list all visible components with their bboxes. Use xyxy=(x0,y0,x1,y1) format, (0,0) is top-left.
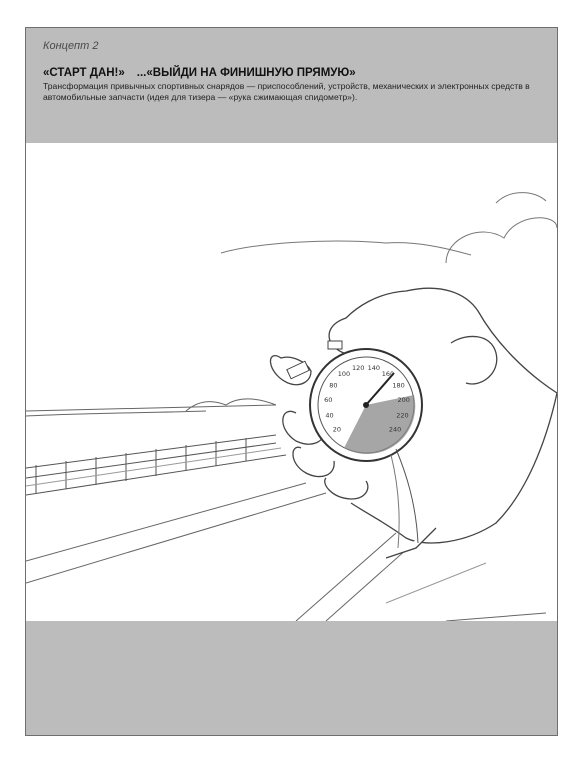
dial-number: 40 xyxy=(325,411,334,420)
footer-band xyxy=(26,621,557,736)
horizon xyxy=(26,399,276,416)
dial-number: 240 xyxy=(388,425,402,434)
dial-number: 120 xyxy=(351,363,365,372)
guardrail xyxy=(26,435,286,495)
dial-number: 20 xyxy=(332,425,342,434)
concept-description: Трансформация привычных спортивных снарядов — приспособлений, устройств, механических и электронных средств в автомобильные запчасти (идея для тизера — «рука сжимающая спидометр»). xyxy=(43,81,530,102)
clouds xyxy=(221,193,557,263)
sketch-illustration xyxy=(26,143,557,621)
dial-number: 60 xyxy=(324,396,333,405)
dial-number: 220 xyxy=(396,411,409,420)
dial-number: 200 xyxy=(397,396,410,405)
dial-number: 160 xyxy=(381,370,395,378)
dial-number: 140 xyxy=(367,363,381,372)
dial-number: 180 xyxy=(392,381,405,390)
concept-label: Концепт 2 xyxy=(43,40,99,52)
hand-stopwatch-sketch xyxy=(26,143,557,621)
dial-number: 80 xyxy=(329,381,338,390)
storyboard-sheet xyxy=(25,27,558,736)
dial-number: 100 xyxy=(337,370,351,378)
title-part-finish: ...«ВЫЙДИ НА ФИНИШНУЮ ПРЯМУЮ» xyxy=(136,67,356,79)
page-title xyxy=(43,67,356,79)
header-band xyxy=(26,28,557,143)
title-part-start: «СТАРТ ДАН!» xyxy=(43,67,125,79)
